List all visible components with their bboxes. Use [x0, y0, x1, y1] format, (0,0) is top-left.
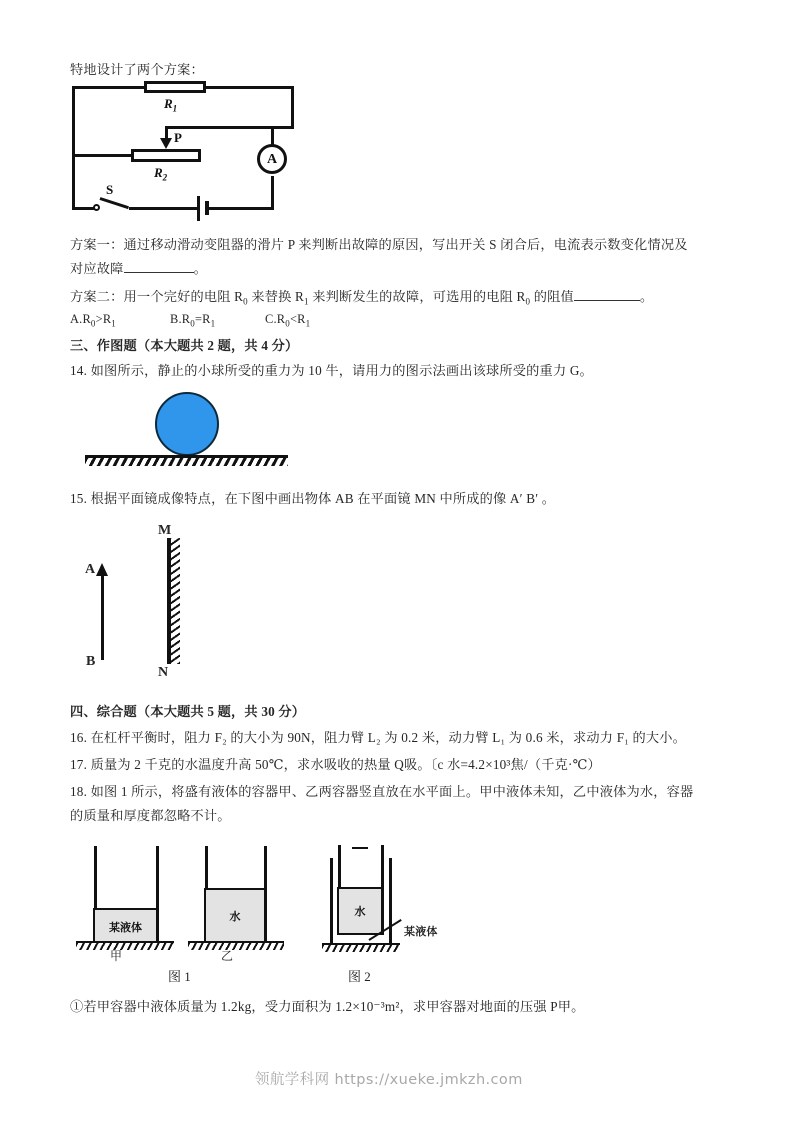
question-18-sub1: ①若甲容器中液体质量为 1.2kg，受力面积为 1.2×10⁻³m²，求甲容器对地面的压强 P甲。	[70, 999, 585, 1014]
label-m: M	[158, 523, 172, 538]
wire-ammeter-top	[271, 126, 274, 146]
option-a-expr: R	[82, 312, 91, 326]
option-c[interactable]: $C.R_0<R_1$	[265, 312, 311, 329]
fig2-floor	[322, 943, 400, 952]
fig2-inner-water: 水	[337, 887, 383, 935]
switch-blade-icon	[100, 197, 129, 209]
wire-bottom-left	[72, 207, 94, 210]
jia-floor	[76, 941, 174, 950]
plan-two-sub2: 0	[525, 296, 531, 307]
question-17: 17. 质量为 2 千克的水温度升高 50℃，求水吸收的热量 Q吸。〔c 水=4.2×10³焦/（千克·℃）	[70, 757, 601, 772]
mirror-mn-hatch	[171, 538, 180, 664]
section-four-heading: 四、综合题（本大题共 5 题，共 30 分）	[70, 704, 306, 719]
question-18-line1: 18. 如图 1 所示，将盛有液体的容器甲、乙两容器竖直放在水平面上。甲中液体未知，乙中液体为水，容器	[70, 784, 694, 799]
question-15: 15. 根据平面镜成像特点，在下图中画出物体 AB 在平面镜 MN 中所成的像 A′ B′ 。	[70, 491, 556, 506]
option-b[interactable]: $B.R_0=R_1$	[170, 312, 216, 329]
site-watermark: 领航学科网 https://xueke.jmkzh.com	[255, 1072, 523, 1088]
intro-line: 特地设计了两个方案：	[70, 62, 204, 77]
option-a[interactable]: $A.R_0>R_1$	[70, 312, 116, 329]
object-ab-shaft	[101, 576, 104, 660]
battery-long-plate-icon	[197, 196, 200, 221]
resistor-r1-body	[144, 81, 206, 93]
plan-two-sub0: 0	[243, 296, 248, 307]
wire-left	[72, 86, 75, 210]
answer-blank-1[interactable]	[124, 272, 194, 273]
plan-two-tail: 的阻值	[530, 289, 574, 304]
fig2-top-tick	[352, 847, 368, 849]
yi-floor	[188, 941, 284, 950]
circuit-diagram	[72, 86, 332, 222]
option-c-letter: C.	[265, 312, 277, 326]
plan-one-cont-prefix: 对应故障	[70, 261, 124, 276]
label-a: A	[85, 562, 96, 577]
answer-blank-2[interactable]	[574, 300, 640, 301]
wire-right-top	[291, 86, 294, 128]
jia-label: 甲	[110, 949, 123, 963]
switch-pivot-icon	[93, 204, 100, 211]
plan-two-prefix: 方案二：用一个完好的电阻 R	[70, 289, 244, 304]
ball-shape	[155, 392, 219, 456]
question-16: 16. 在杠杆平衡时，阻力 F₂ 的大小为 90N，阻力臂 L₂ 为 0.2 米，动力臂 L₁ 为 0.6 米，求动力 F₁ 的大小。	[70, 730, 687, 745]
wire-left-to-r2	[72, 154, 132, 157]
section-three-heading: 三、作图题（本大题共 2 题，共 4 分）	[70, 338, 299, 353]
plan-two-line	[70, 285, 653, 314]
plan-two-sub1: 1	[304, 296, 309, 307]
ammeter-icon: A	[257, 144, 287, 174]
figure-2-caption: 图 2	[348, 969, 371, 984]
option-a-letter: A.	[70, 312, 83, 326]
plan-one-line1: 方案一：通过移动滑动变阻器的滑片 P 来判断出故障的原因，写出开关 S 闭合后，电流表示数变化情况及	[70, 237, 688, 252]
plan-two-mid2: 来判断发生的故障，可选用的电阻 R	[308, 289, 526, 304]
object-ab-arrowhead	[96, 563, 108, 576]
option-b-letter: B.	[170, 312, 182, 326]
wire-switch-to-battery	[129, 207, 197, 210]
fig2-outer-right-wall	[389, 858, 392, 946]
plan-one-line2	[70, 257, 207, 281]
slider-arrow-icon	[160, 138, 172, 149]
resistor-r1-label: $R_1$	[164, 96, 178, 114]
resistor-r2-label: $R_2$	[154, 165, 168, 183]
question-14: 14. 如图所示，静止的小球所受的重力为 10 牛，请用力的图示法画出该球所受的重力 G。	[70, 363, 593, 378]
wire-ammeter-bottom	[271, 176, 274, 210]
fig2-unknown-liquid-label: 某液体	[404, 925, 438, 938]
slider-p-label: P	[174, 130, 182, 145]
plan-two-mid: 来替换 R	[247, 289, 305, 304]
ground-hatch	[85, 455, 288, 466]
yi-label: 乙	[221, 949, 234, 963]
resistor-r2-body	[131, 149, 201, 162]
yi-liquid: 水	[204, 888, 266, 945]
label-b: B	[86, 654, 96, 669]
fig2-outer-left-wall	[330, 858, 333, 946]
figure-1-caption: 图 1	[168, 969, 191, 984]
jia-liquid: 某液体	[93, 908, 158, 945]
plan-one-cont-suffix: 。	[193, 261, 207, 276]
wire-slider-branch	[165, 126, 294, 129]
question-18-line2: 的质量和厚度都忽略不计。	[70, 808, 231, 823]
label-n: N	[158, 665, 169, 680]
switch-s-label: S	[106, 182, 114, 197]
wire-battery-to-right	[208, 207, 274, 210]
plan-two-end: 。	[639, 289, 654, 304]
